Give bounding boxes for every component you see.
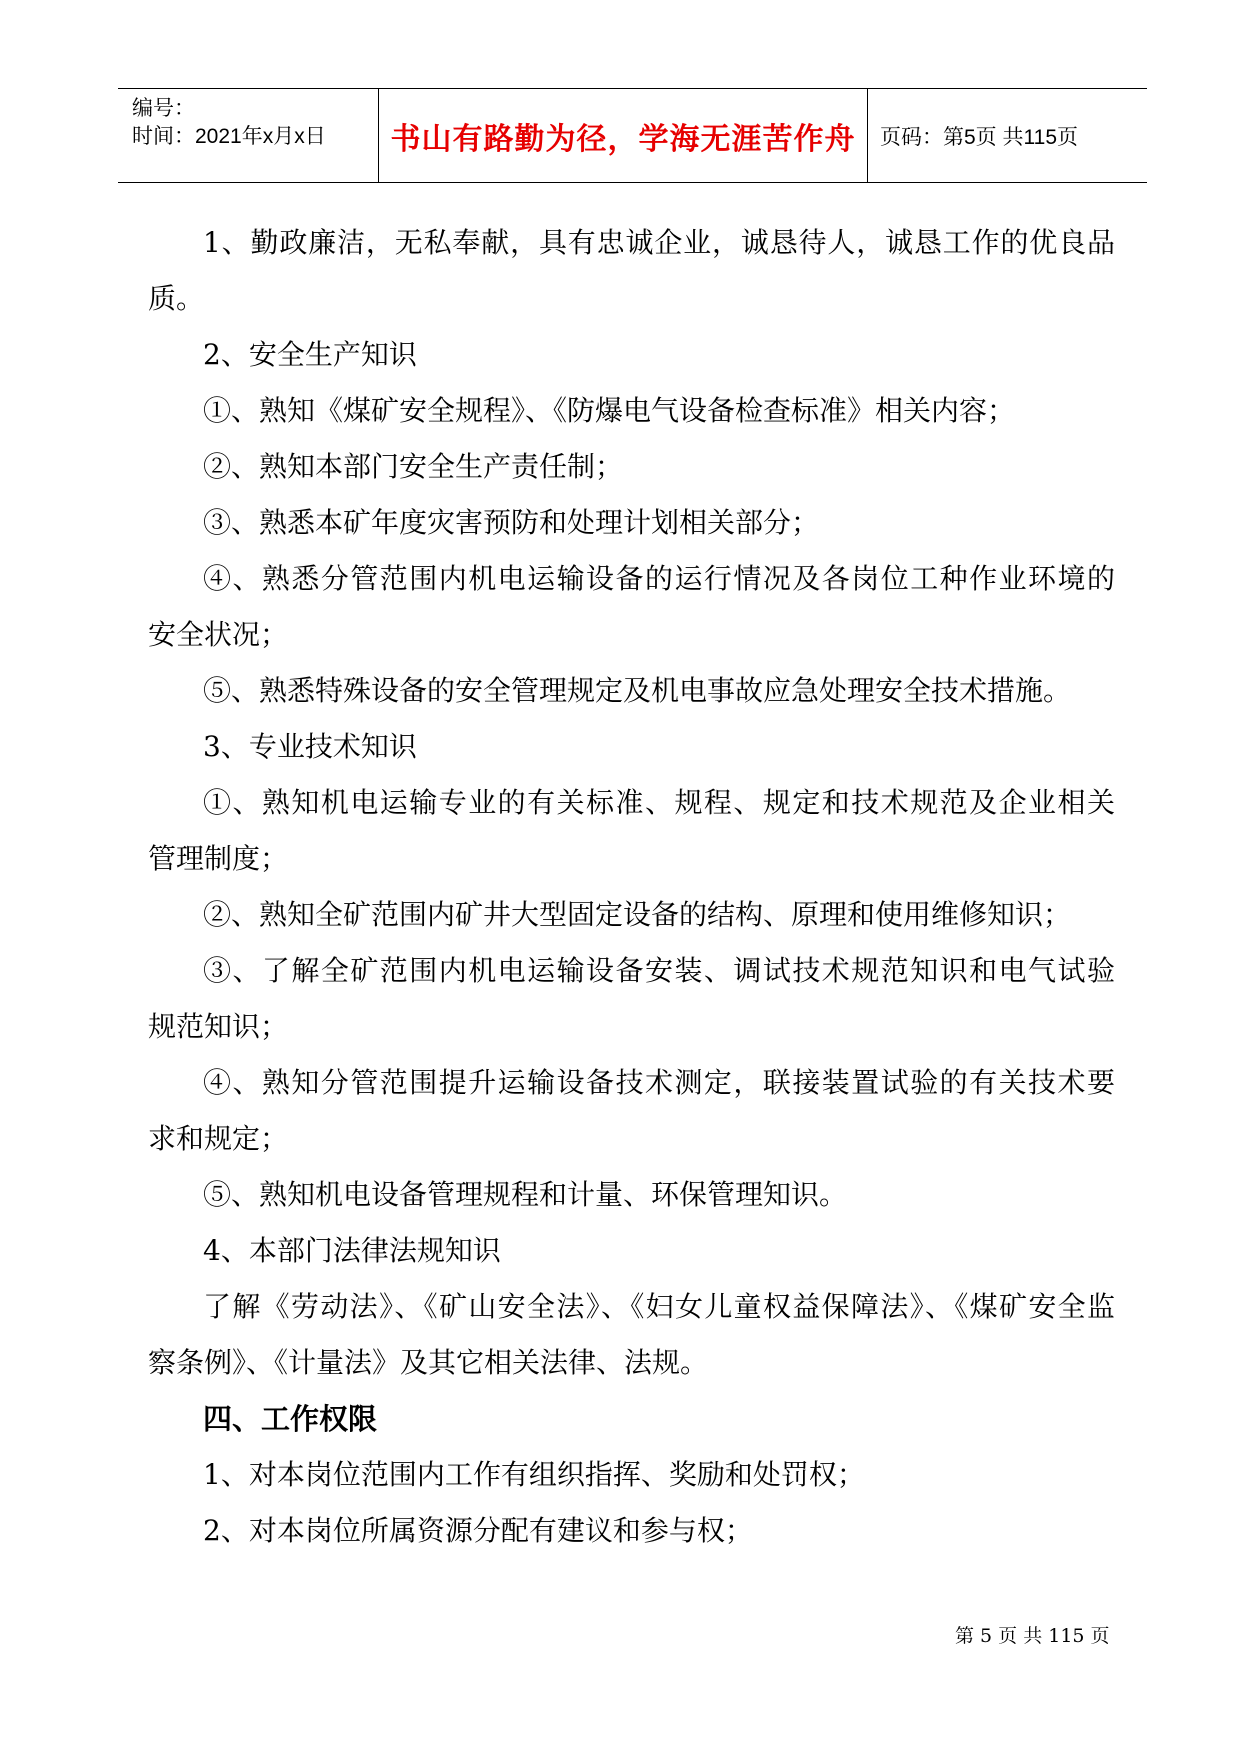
header-page-cell bbox=[868, 89, 1147, 182]
body-line: ③、熟悉本矿年度灾害预防和处理计划相关部分； bbox=[203, 506, 820, 539]
body-line: ②、熟知全矿范围内矿井大型固定设备的结构、原理和使用维修知识； bbox=[203, 898, 1072, 931]
body-line: 4、本部门法律法规知识 bbox=[203, 1234, 501, 1267]
body-line: ⑤、熟知机电设备管理规程和计量、环保管理知识。 bbox=[203, 1178, 848, 1211]
body-line: 安全状况； bbox=[148, 618, 289, 651]
page-footer: 第 5 页 共 115 页 bbox=[955, 1625, 1110, 1647]
body-line: 了解《劳动法》、《矿山安全法》、《妇女儿童权益保障法》、《煤矿安全监 bbox=[203, 1290, 1115, 1323]
body-line: 1、勤政廉洁，无私奉献，具有忠诚企业，诚恳待人，诚恳工作的优良品 bbox=[203, 226, 1115, 259]
header-meta-cell bbox=[118, 89, 378, 182]
body-line: ④、熟悉分管范围内机电运输设备的运行情况及各岗位工种作业环境的 bbox=[203, 562, 1115, 595]
page-header bbox=[118, 88, 1147, 183]
body-line: ④、熟知分管范围提升运输设备技术测定，联接装置试验的有关技术要 bbox=[203, 1066, 1115, 1099]
body-line: 2、对本岗位所属资源分配有建议和参与权； bbox=[203, 1514, 753, 1547]
section-heading: 四、工作权限 bbox=[203, 1402, 378, 1436]
body-line: ②、熟知本部门安全生产责任制； bbox=[203, 450, 624, 483]
document-time-label: 时间：2021年x月x日 bbox=[132, 125, 326, 148]
body-line: ①、熟知《煤矿安全规程》、《防爆电气设备检查标准》相关内容； bbox=[203, 394, 1016, 427]
header-page-info: 页码：第5页 共115页 bbox=[880, 125, 1078, 149]
body-line: 质。 bbox=[148, 282, 205, 315]
body-line: 1、对本岗位范围内工作有组织指挥、奖励和处罚权； bbox=[203, 1458, 865, 1491]
document-number-label: 编号： bbox=[132, 97, 195, 120]
body-line: ③、了解全矿范围内机电运输设备安装、调试技术规范知识和电气试验 bbox=[203, 954, 1115, 987]
header-motto-cell bbox=[378, 89, 868, 182]
body-line: ⑤、熟悉特殊设备的安全管理规定及机电事故应急处理安全技术措施。 bbox=[203, 674, 1072, 707]
body-line: 察条例》、《计量法》及其它相关法律、法规。 bbox=[148, 1346, 709, 1379]
body-line: 求和规定； bbox=[148, 1122, 289, 1155]
header-motto: 书山有路勤为径，学海无涯苦作舟 bbox=[390, 121, 856, 157]
body-line: 3、专业技术知识 bbox=[203, 730, 417, 763]
body-line: 规范知识； bbox=[148, 1010, 289, 1043]
body-line: 2、安全生产知识 bbox=[203, 338, 417, 371]
body-line: 管理制度； bbox=[148, 842, 289, 875]
body-line: ①、熟知机电运输专业的有关标准、规程、规定和技术规范及企业相关 bbox=[203, 786, 1115, 819]
